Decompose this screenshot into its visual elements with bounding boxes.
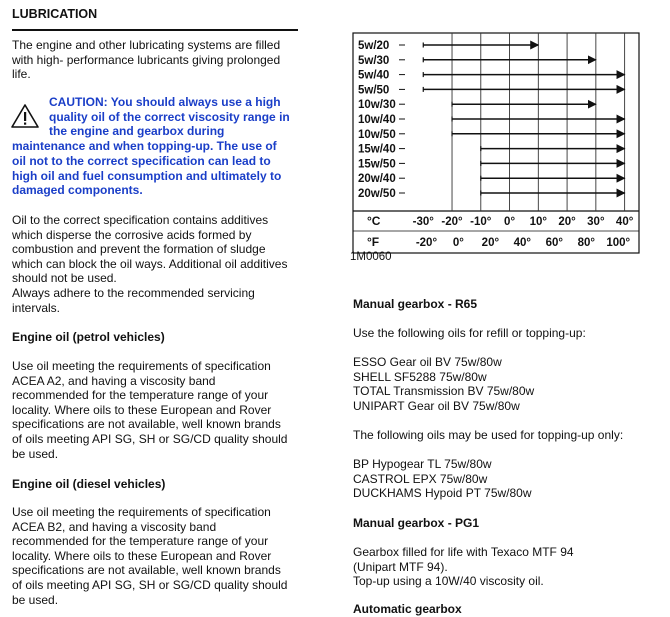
- caution-line: maintenance and when topping-up. The use of: [12, 139, 277, 154]
- petrol-oil-heading: Engine oil (petrol vehicles): [12, 330, 165, 344]
- caution-line: damaged components.: [12, 183, 143, 198]
- text-line: which disperse the corrosive acids formed by: [12, 227, 252, 242]
- viscosity-grade-label: 5w/20: [358, 40, 390, 52]
- viscosity-grade-label: 10w/30: [358, 99, 396, 112]
- viscosity-chart: [343, 18, 643, 268]
- viscosity-grade-label: 5w/50: [358, 84, 390, 97]
- celsius-tick-label: 10°: [529, 216, 548, 228]
- fahrenheit-tick-label: -20°: [415, 237, 438, 249]
- r65-heading: Manual gearbox - R65: [353, 297, 478, 311]
- text-line: (Unipart MTF 94).: [353, 559, 448, 574]
- list-item: TOTAL Transmission BV 75w/80w: [353, 384, 535, 399]
- text-line: locality. Where oils to these European and Rover: [12, 548, 272, 563]
- list-item: BP Hypogear TL 75w/80w: [353, 457, 492, 471]
- viscosity-grade-label: 10w/50: [358, 128, 396, 141]
- text-line: life.: [12, 67, 31, 82]
- caution-line: the engine and gearbox during: [49, 124, 225, 139]
- text-line: The engine and other lubricating systems are filled: [12, 38, 281, 52]
- viscosity-grade-label: 5w/30: [358, 54, 390, 67]
- text-line: ACEA B2, and having a viscosity band: [12, 519, 217, 534]
- text-line: specifications are not available, well known brands: [12, 417, 281, 432]
- text-line: of oils meeting API SG, SH or SG/CD quality should: [12, 431, 288, 446]
- figure-code: 1M0060: [350, 251, 392, 263]
- fahrenheit-tick-label: 20°: [481, 237, 500, 249]
- text-line: Always adhere to the recommended servicing: [12, 285, 255, 300]
- caution-line: oil not to the correct specification can lead to: [12, 153, 271, 168]
- r65-topup-list: [353, 457, 532, 501]
- diesel-oil-heading: Engine oil (diesel vehicles): [12, 477, 166, 491]
- celsius-tick-label: -30°: [412, 216, 434, 228]
- viscosity-grade-label: 20w/50: [358, 188, 396, 200]
- pg1-paragraph: [353, 545, 574, 589]
- section-title: LUBRICATION: [12, 7, 298, 31]
- text-line: specifications are not available, well known brands: [12, 563, 281, 578]
- celsius-tick-label: 20°: [558, 216, 576, 228]
- text-line: recommended for the temperature range of your: [12, 388, 269, 403]
- additives-paragraph: [12, 213, 312, 315]
- viscosity-grade-label: 5w/40: [358, 69, 390, 82]
- text-line: of oils meeting API SG, SH or SG/CD quality should: [12, 577, 288, 592]
- fahrenheit-unit-label: °F: [367, 235, 380, 249]
- pg1-heading: Manual gearbox - PG1: [353, 516, 480, 530]
- fahrenheit-tick-label: 0°: [452, 237, 464, 249]
- caution-line: high oil and fuel consumption and ultimately to: [12, 168, 282, 183]
- viscosity-grade-label: 20w/40: [358, 173, 396, 186]
- text-line: Use oil meeting the requirements of specification: [12, 359, 271, 373]
- diesel-oil-paragraph: [12, 505, 312, 607]
- automatic-gearbox-heading: Automatic gearbox: [353, 602, 462, 616]
- r65-refill-list: [353, 355, 534, 413]
- celsius-unit-label: °C: [367, 214, 381, 228]
- petrol-oil-paragraph: [12, 359, 312, 461]
- celsius-tick-label: 0°: [504, 216, 516, 228]
- caution-line: CAUTION: You should always use a high: [49, 95, 281, 109]
- text-line: recommended for the temperature range of your: [12, 534, 269, 549]
- list-item: DUCKHAMS Hypoid PT 75w/80w: [353, 486, 532, 501]
- text-line: combustion and prevent the formation of sludge: [12, 242, 266, 257]
- text-line: Top-up using a 10W/40 viscosity oil.: [353, 574, 544, 589]
- text-line: Gearbox filled for life with Texaco MTF 94: [353, 545, 574, 559]
- caution-line: quality oil of the correct viscosity range in: [49, 109, 290, 124]
- celsius-tick-label: 40°: [615, 216, 634, 228]
- text-line: Use oil meeting the requirements of specification: [12, 505, 271, 519]
- text-line: with high- performance lubricants giving prolonged: [12, 52, 281, 67]
- text-line: should not be used.: [12, 271, 117, 286]
- list-item: CASTROL EPX 75w/80w: [353, 471, 488, 486]
- list-item: UNIPART Gear oil BV 75w/80w: [353, 398, 520, 413]
- r65-intro: Use the following oils for refill or topping-up:: [353, 326, 586, 340]
- caution-paragraph: [12, 95, 298, 198]
- fahrenheit-tick-label: 40°: [513, 237, 532, 249]
- text-line: be used.: [12, 446, 59, 461]
- viscosity-grade-label: 15w/40: [358, 143, 396, 156]
- text-line: intervals.: [12, 300, 61, 315]
- celsius-tick-label: -20°: [441, 216, 463, 228]
- text-line: be used.: [12, 592, 59, 607]
- fahrenheit-tick-label: 60°: [545, 237, 563, 249]
- r65-topup-intro: The following oils may be used for topping-up only:: [353, 428, 624, 442]
- celsius-tick-label: -10°: [470, 216, 492, 228]
- text-line: locality. Where oils to these European and Rover: [12, 402, 272, 417]
- viscosity-grade-label: 10w/40: [358, 114, 396, 126]
- text-line: ACEA A2, and having a viscosity band: [12, 373, 216, 388]
- viscosity-grade-label: 15w/50: [358, 158, 396, 171]
- list-item: ESSO Gear oil BV 75w/80w: [353, 355, 502, 369]
- fahrenheit-tick-label: 80°: [577, 237, 595, 249]
- list-item: SHELL SF5288 75w/80w: [353, 369, 487, 384]
- text-line: Oil to the correct specification contains additives: [12, 213, 269, 227]
- text-line: which can block the oil ways. Additional oil additives: [12, 256, 288, 271]
- intro-paragraph: [12, 38, 302, 82]
- celsius-tick-label: 30°: [587, 216, 605, 228]
- fahrenheit-tick-label: 100°: [606, 237, 631, 249]
